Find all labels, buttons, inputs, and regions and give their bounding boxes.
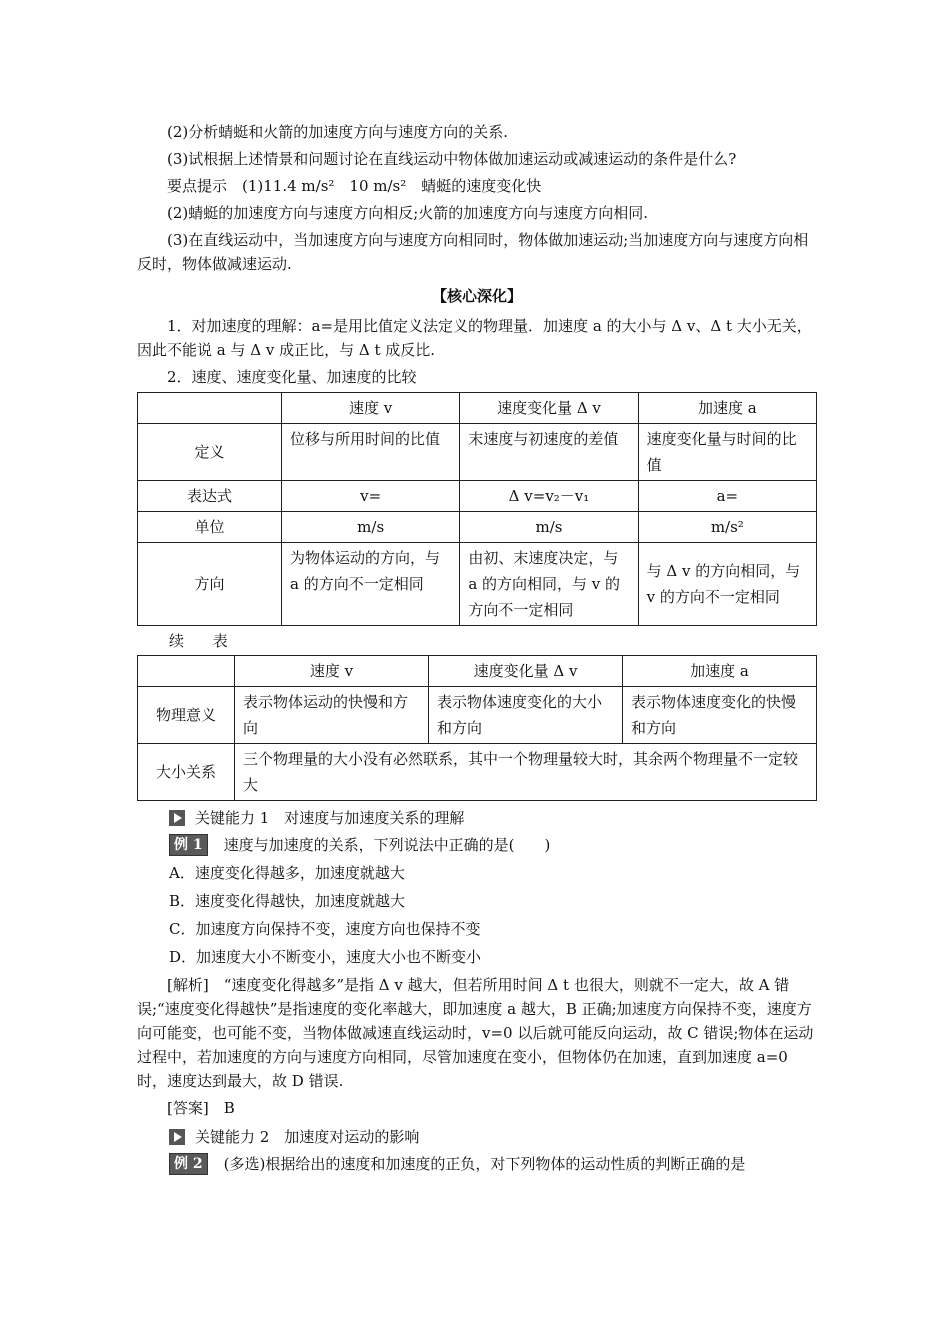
comparison-table [137, 392, 817, 626]
table-header: 加速度 a [623, 656, 817, 687]
table-row [138, 481, 817, 512]
table-cell: m/s [282, 512, 460, 543]
table-header [138, 656, 235, 687]
table-continued-label: 续 表 [169, 632, 240, 650]
analysis: [解析] “速度变化得越多”是指 Δ v 越大，但若所用时间 Δ t 也很大，则就不一定大，故 A 错误;“速度变化得越快”是指速度的变化率越大，即加速度 a 越大，B 正确;加速度方向保持不变，速度方向可能变，也可能不变，当物体做减速直线运动时，v=0 以后就可能反向运动，故 C 错误;物体在运动过程中，若加速度的方向与速度方向相同，尽管加速度在变小，但物体仍在加速，直到加速度 a=0 时，速度达到最大，故 D 错误. [137, 976, 814, 1090]
hint-2: (2)蜻蜓的加速度方向与速度方向相反;火箭的加速度方向与速度方向相同. [167, 204, 649, 222]
example-badge: 例 2 [169, 1153, 208, 1175]
option-d: D．加速度大小不断变小，速度大小也不断变小 [169, 948, 482, 966]
table-row [138, 512, 817, 543]
table-cell: Δ v=v₂－v₁ [460, 481, 638, 512]
example-1 [169, 833, 817, 857]
key-ability-2 [169, 1126, 817, 1148]
example-1-stem: 速度与加速度的关系，下列说法中正确的是( ) [223, 836, 551, 854]
table-cell: a= [638, 481, 816, 512]
table-cell: 表示物体速度变化的大小和方向 [429, 687, 623, 744]
table-row [138, 744, 817, 801]
table-cell: 与 Δ v 的方向相同，与 v 的方向不一定相同 [638, 543, 816, 626]
play-triangle-icon [169, 810, 185, 826]
table-row [138, 424, 817, 481]
key-ability-1 [169, 807, 817, 829]
document-page [137, 120, 817, 1180]
table-header [138, 393, 282, 424]
core-point-1: 1．对加速度的理解：a=是用比值定义法定义的物理量．加速度 a 的大小与 Δ v、Δ t 大小无关，因此不能说 a 与 Δ v 成正比，与 Δ t 成反比. [137, 317, 812, 359]
table-cell: 表示物体速度变化的快慢和方向 [623, 687, 817, 744]
example-2 [169, 1152, 817, 1176]
play-triangle-icon [169, 1129, 185, 1145]
table-cell: 末速度与初速度的差值 [460, 424, 638, 481]
table-cell: 位移与所用时间的比值 [282, 424, 460, 481]
table-row [138, 687, 817, 744]
table-cell: m/s² [638, 512, 816, 543]
row-label: 大小关系 [138, 744, 235, 801]
comparison-table-continued [137, 655, 817, 801]
example-2-stem: (多选)根据给出的速度和加速度的正负，对下列物体的运动性质的判断正确的是 [223, 1155, 746, 1173]
table-header: 速度 v [282, 393, 460, 424]
table-header-row [138, 393, 817, 424]
table-cell: 速度变化量与时间的比值 [638, 424, 816, 481]
option-a: A．速度变化得越多，加速度就越大 [169, 864, 405, 882]
hint-1: 要点提示 (1)11.4 m/s² 10 m/s² 蜻蜓的速度变化快 [167, 177, 542, 195]
option-b: B．速度变化得越快，加速度就越大 [169, 892, 406, 910]
table-header: 速度 v [235, 656, 429, 687]
table-cell: v= [282, 481, 460, 512]
key-ability-2-title: 关键能力 2 加速度对运动的影响 [195, 1128, 420, 1146]
table-header: 速度变化量 Δ v [429, 656, 623, 687]
table-cell: 由初、末速度决定，与 a 的方向相同，与 v 的方向不一定相同 [460, 543, 638, 626]
row-label: 方向 [138, 543, 282, 626]
example-badge: 例 1 [169, 834, 208, 856]
table-cell: 为物体运动的方向，与 a 的方向不一定相同 [282, 543, 460, 626]
core-heading: 【核心深化】 [431, 287, 522, 305]
key-ability-1-title: 关键能力 1 对速度与加速度关系的理解 [195, 809, 465, 827]
hint-3: (3)在直线运动中，当加速度方向与速度方向相同时，物体做加速运动;当加速度方向与速度方向相反时，物体做减速运动. [137, 231, 809, 273]
question-3: (3)试根据上述情景和问题讨论在直线运动中物体做加速运动或减速运动的条件是什么? [167, 150, 737, 168]
core-point-2: 2．速度、速度变化量、加速度的比较 [167, 368, 417, 386]
row-label: 定义 [138, 424, 282, 481]
question-2: (2)分析蜻蜓和火箭的加速度方向与速度方向的关系. [167, 123, 509, 141]
table-cell: 表示物体运动的快慢和方向 [235, 687, 429, 744]
row-label: 单位 [138, 512, 282, 543]
table-header: 加速度 a [638, 393, 816, 424]
row-label: 物理意义 [138, 687, 235, 744]
option-c: C．加速度方向保持不变，速度方向也保持不变 [169, 920, 481, 938]
table-cell: m/s [460, 512, 638, 543]
table-row [138, 543, 817, 626]
table-header: 速度变化量 Δ v [460, 393, 638, 424]
row-label: 表达式 [138, 481, 282, 512]
answer: [答案] B [167, 1099, 235, 1117]
table-cell: 三个物理量的大小没有必然联系，其中一个物理量较大时，其余两个物理量不一定较大 [235, 744, 817, 801]
table-header-row [138, 656, 817, 687]
